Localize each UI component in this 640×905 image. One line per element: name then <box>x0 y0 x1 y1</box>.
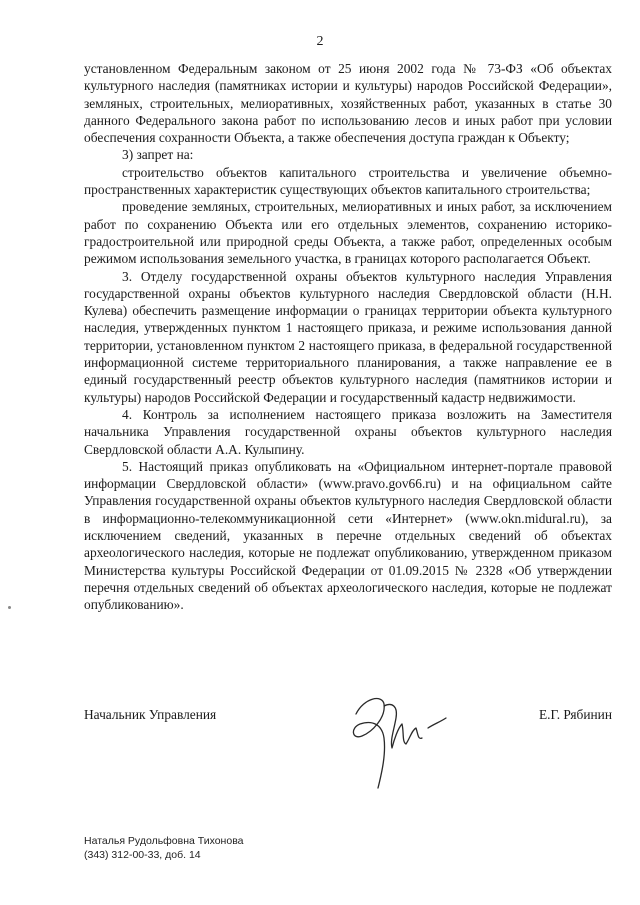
paragraph-continuation: установленном Федеральным законом от 25 июня 2002 года № 73-ФЗ «Об объектах культурного наследия (памятниках истории и культуры) народов Российской Федерации», земляных, строительных, мелиоративных, хозяйственных работ, указанных в статье 30 данного Федерального закона работ по использованию лесов и иных работ при условии обеспечения сохранности Объекта, а также обеспечения доступа граждан к Объекту; <box>84 61 612 146</box>
contact-phone: (343) 312-00-33, доб. 14 <box>84 849 201 861</box>
margin-dot <box>8 606 11 609</box>
signer-name: Е.Г. Рябинин <box>538 707 612 722</box>
signer-position: Начальник Управления <box>84 707 217 722</box>
paragraph-item-4: 4. Контроль за исполнением настоящего приказа возложить на Заместителя начальника Управления государственной охраны объектов культурного наследия Свердловской области А.А. Кулыпину. <box>84 406 612 457</box>
contact-footer <box>84 834 244 862</box>
contact-name: Наталья Рудольфовна Тихонова <box>84 835 244 847</box>
handwritten-signature <box>338 684 468 794</box>
paragraph-prohibition-construction: строительство объектов капитального строительства и увеличение объемно-пространственных характеристик существующих объектов капитального строительства; <box>84 164 612 198</box>
paragraph-item-3: 3. Отделу государственной охраны объектов культурного наследия Управления государственной охраны объектов культурного наследия Свердловской области (Н.Н. Кулева) обеспечить размещение информации о границах территории объекта культурного наследия, утвержденных пунктом 1 настоящего приказа, и режиме использования данной территории, установленном пунктом 2 настоящего приказа, в федеральной государственной информационной системе территориального планирования, а также направление ее в единый государственный реестр объектов культурного наследия (памятников истории и культуры) народов Российской Федерации и государственный кадастр недвижимости. <box>84 268 612 405</box>
page-number: 2 <box>316 34 324 49</box>
paragraph-item-5: 5. Настоящий приказ опубликовать на «Официальном интернет-портале правовой информации Свердловской области» (www.pravo.gov66.ru) и на официальном сайте Управления государственной охраны объектов культурного наследия Свердловской области в информационно-телекоммуникационной сети «Интернет» (www.okn.midural.ru), за исключением сведений, указанных в перечне отдельных сведений об объектах археологического наследия, которые не подлежат опубликованию, утвержденном приказом Министерства культуры Российской Федерации от 01.09.2015 № 2328 «Об утверждении перечня отдельных сведений об объектах археологического наследия, которые не подлежат опубликованию». <box>84 458 612 613</box>
document-body <box>84 60 612 614</box>
paragraph-prohibition-works: проведение земляных, строительных, мелиоративных и иных работ, за исключением работ по сохранению Объекта или его отдельных элементов, сохранению историко-градостроительной или природной среды Объекта, а также работ, определенных особым режимом использования земельного участка, в границах которого располагается Объект. <box>84 199 612 267</box>
paragraph-prohibition-heading: 3) запрет на: <box>122 147 194 163</box>
